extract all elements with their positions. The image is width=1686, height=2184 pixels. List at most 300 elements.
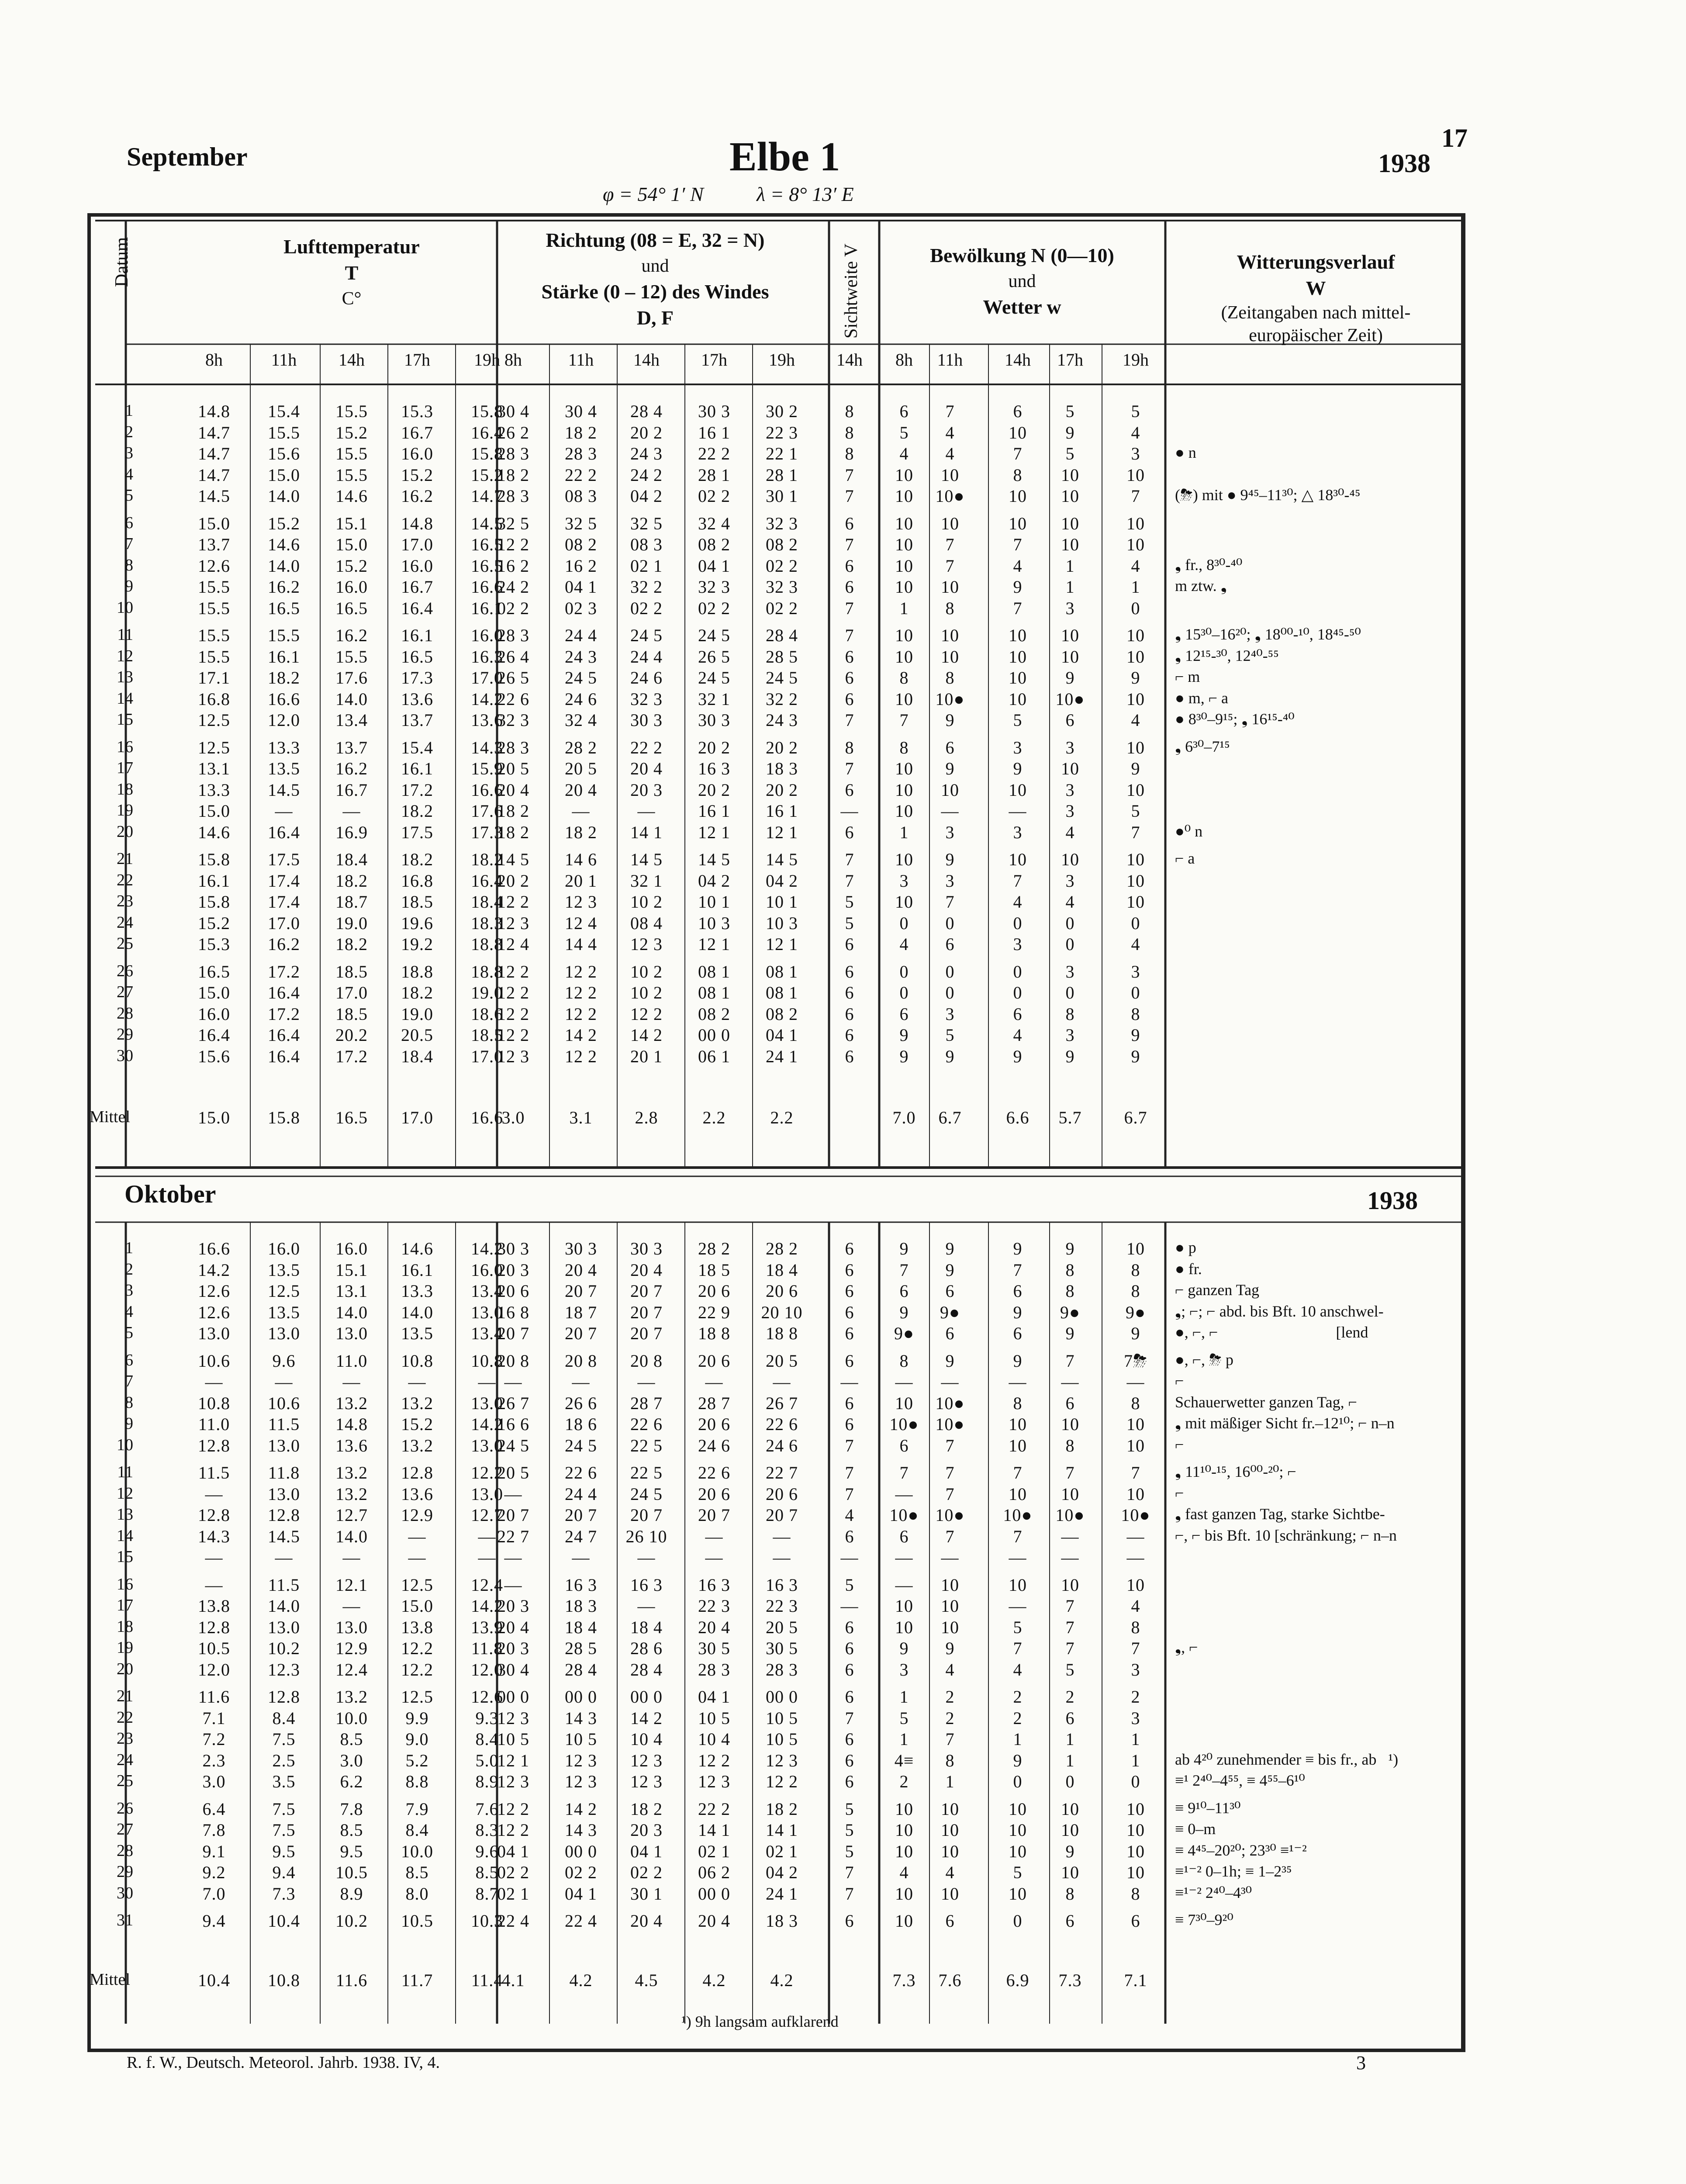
october-day-16: 16 (117, 1575, 133, 1593)
october-cloud: — (941, 1372, 959, 1392)
september-cloud: 7 (945, 535, 955, 554)
october-weather-remark: ≡¹⁻² 2⁴⁰–4³⁰ (1175, 1883, 1252, 1901)
september-cloud: 5 (1065, 444, 1075, 463)
october-cloud: — (1061, 1526, 1079, 1546)
october-cloud: 7 (945, 1463, 955, 1482)
october-cloud: 9 (1013, 1351, 1023, 1371)
october-cloud: 10 (1061, 1414, 1079, 1434)
october-weather-remark: ≡ 0–m (1175, 1820, 1216, 1838)
october-visibility: 7 (845, 1484, 854, 1504)
september-cloud: 7 (1131, 822, 1140, 842)
october-temp: 13.2 (335, 1484, 368, 1504)
october-cloud: 6 (899, 1435, 909, 1455)
october-temp: 3.0 (202, 1772, 226, 1791)
october-wind: 20 5 (497, 1463, 529, 1482)
october-cloud: 0 (1013, 1772, 1023, 1791)
september-cloud: 9 (1131, 668, 1140, 688)
september-day-25: 25 (117, 934, 133, 953)
september-cloud: 0 (899, 983, 909, 1002)
september-temp: 13.4 (335, 710, 368, 730)
october-weather-remark: ab 4²⁰ zunehmender ≡ bis fr., ab ¹) (1175, 1750, 1399, 1768)
september-temp: 15.6 (268, 444, 300, 463)
september-wind: 32 1 (698, 689, 730, 709)
september-temp: 12.6 (198, 556, 230, 576)
september-cloud: 9 (1013, 759, 1023, 778)
october-cloud: 1 (1065, 1750, 1075, 1770)
october-temp: 6.4 (202, 1799, 226, 1819)
october-temp: 2.5 (272, 1750, 296, 1770)
october-cloud: 4 (945, 1659, 955, 1679)
september-cloud: 0 (1065, 913, 1075, 933)
september-cloud: 4 (1013, 892, 1023, 912)
october-wind: 12 3 (497, 1708, 529, 1728)
october-wind: 14 3 (565, 1708, 597, 1728)
wind-hour-19h: 19h (769, 350, 795, 370)
october-cloud: 10● (1121, 1505, 1150, 1525)
september-cloud: 10 (941, 577, 959, 597)
september-wind: 20 2 (698, 780, 730, 800)
october-cloud: 10 (1009, 1414, 1027, 1434)
october-temp: 11.5 (198, 1463, 230, 1482)
september-cloud: 9 (1131, 1025, 1140, 1045)
september-visibility: 7 (845, 710, 854, 730)
october-temp: 12.4 (471, 1575, 503, 1595)
september-wind: 12 2 (497, 983, 529, 1002)
october-wind: 20 8 (565, 1351, 597, 1371)
october-wind: 22 4 (497, 1911, 529, 1931)
october-temp: 10.5 (401, 1911, 433, 1931)
october-weather-remark: ❟ 11¹⁰-¹⁵, 16⁰⁰-²⁰; ⌐ (1175, 1463, 1296, 1480)
september-day-22: 22 (117, 871, 133, 889)
october-wind: 20 3 (497, 1638, 529, 1658)
september-wind: 32 2 (630, 577, 663, 597)
september-wind: 32 3 (766, 513, 798, 533)
september-temp: 17.1 (198, 668, 230, 688)
september-cloud: 8 (945, 668, 955, 688)
october-wind: 18 6 (565, 1414, 597, 1434)
october-cloud: 9● (1060, 1302, 1081, 1322)
october-wind: 16 3 (565, 1575, 597, 1595)
october-visibility: 7 (845, 1463, 854, 1482)
september-temp: 18.5 (471, 1025, 503, 1045)
september-cloud: 0 (1013, 913, 1023, 933)
september-cloud: 3 (1065, 961, 1075, 981)
october-temp: 7.6 (475, 1799, 499, 1819)
october-cloud: 10 (1009, 1883, 1027, 1904)
september-temp: 14.0 (335, 689, 368, 709)
october-cloud: 9 (1065, 1239, 1075, 1258)
september-temp: 18.8 (471, 961, 503, 981)
september-temp: 12.5 (198, 710, 230, 730)
october-wind: 04 2 (766, 1863, 798, 1882)
october-mean-cloud: 7.3 (892, 1970, 916, 1990)
september-wind: 28 1 (698, 465, 730, 485)
october-temp: 8.0 (405, 1883, 429, 1904)
october-temp: 14.2 (471, 1239, 503, 1258)
september-temp: 14.3 (471, 737, 503, 757)
september-wind: 02 2 (766, 556, 798, 576)
october-temp: 11.8 (268, 1463, 300, 1482)
september-temp: 13.1 (198, 759, 230, 778)
october-wind: 12 3 (630, 1772, 663, 1791)
september-cloud: — (1009, 801, 1027, 821)
october-wind: 00 0 (698, 1883, 730, 1904)
september-temp: 17.0 (401, 535, 433, 554)
september-wind: 04 2 (766, 871, 798, 891)
october-wind: — (504, 1548, 522, 1567)
september-cloud: 5 (1065, 401, 1075, 421)
september-cloud: 8 (899, 668, 909, 688)
september-visibility: 6 (845, 513, 854, 533)
october-weather-remark: Schauerwetter ganzen Tag, ⌐ (1175, 1393, 1357, 1411)
october-cloud: 10 (941, 1617, 959, 1637)
october-temp: 12.7 (335, 1505, 368, 1525)
september-cloud: 6 (1013, 1004, 1023, 1024)
october-wind: 20 6 (698, 1484, 730, 1504)
october-cloud: 10 (1126, 1414, 1145, 1434)
september-wind: 12 3 (565, 892, 597, 912)
october-cloud: 7 (945, 1729, 955, 1749)
september-cloud: 5 (899, 422, 909, 442)
october-cloud: 10 (1126, 1575, 1145, 1595)
september-cloud: 10 (1061, 850, 1079, 869)
september-cloud: 7 (899, 710, 909, 730)
september-wind: 14 2 (630, 1025, 663, 1045)
september-cloud: 5 (1013, 710, 1023, 730)
september-mean-cloud: 6.7 (938, 1108, 962, 1127)
september-cloud: 10 (1126, 513, 1145, 533)
september-cloud: 10 (1061, 535, 1079, 554)
september-temp: 19.0 (335, 913, 368, 933)
october-temp: 9.4 (202, 1911, 226, 1931)
october-cloud: 8 (1065, 1883, 1075, 1904)
september-cloud: 10 (1009, 668, 1027, 688)
october-cloud: 10 (1061, 1484, 1079, 1504)
september-temp: 14.5 (471, 513, 503, 533)
october-temp: 8.5 (475, 1863, 499, 1882)
october-cloud: 10● (935, 1505, 965, 1525)
october-cloud: 10 (1009, 1799, 1027, 1819)
september-temp: 18.2 (268, 668, 300, 688)
september-cloud: 4 (1131, 934, 1140, 954)
october-wind: 22 6 (698, 1463, 730, 1482)
september-wind: 28 3 (497, 444, 529, 463)
october-wind: 14 1 (698, 1820, 730, 1840)
september-temp: 16.9 (335, 822, 368, 842)
october-temp: 7.8 (202, 1820, 226, 1840)
october-temp: 7.8 (340, 1799, 363, 1819)
september-cloud: 3 (945, 871, 955, 891)
publication-reference: R. f. W., Deutsch. Meteorol. Jahrb. 1938. IV, 4. (127, 2053, 440, 2072)
october-wind: 20 7 (565, 1281, 597, 1301)
october-cloud: 10 (1126, 1863, 1145, 1882)
october-temp: 6.2 (340, 1772, 363, 1791)
october-temp: 2.3 (202, 1750, 226, 1770)
october-cloud: 6 (1013, 1281, 1023, 1301)
september-temp: 15.5 (335, 401, 368, 421)
september-cloud: 4 (945, 422, 955, 442)
september-temp: 17.6 (335, 668, 368, 688)
october-cloud: 10 (895, 1393, 913, 1413)
october-wind: 12 3 (565, 1772, 597, 1791)
september-cloud: 10 (1126, 689, 1145, 709)
september-temp: 16.7 (401, 577, 433, 597)
october-cloud: 9 (945, 1638, 955, 1658)
october-day-29: 29 (117, 1863, 133, 1881)
september-cloud: 3 (945, 1004, 955, 1024)
october-day-14: 14 (117, 1526, 133, 1545)
october-wind: 24 6 (698, 1435, 730, 1455)
wind-hour-11h: 11h (568, 350, 594, 370)
september-wind: 02 1 (630, 556, 663, 576)
october-mean-wind: 4.5 (635, 1970, 658, 1990)
september-temp: 14.7 (198, 422, 230, 442)
october-wind: 22 6 (565, 1463, 597, 1482)
september-wind: 12 3 (497, 1046, 529, 1066)
september-cloud: 0 (1013, 983, 1023, 1002)
september-mean-temp: 15.0 (198, 1108, 230, 1127)
september-temp: 18.2 (471, 850, 503, 869)
october-temp: 14.0 (335, 1302, 368, 1322)
september-wind: 08 2 (698, 1004, 730, 1024)
october-wind: 24 4 (565, 1484, 597, 1504)
october-wind: 24 7 (565, 1526, 597, 1546)
october-temp: 13.2 (335, 1393, 368, 1413)
september-visibility: 8 (845, 401, 854, 421)
september-wind: 08 4 (630, 913, 663, 933)
september-temp: 15.5 (335, 444, 368, 463)
october-temp: 12.5 (401, 1575, 433, 1595)
header-cloud-weather: Wetter w (983, 296, 1061, 318)
september-wind: 24 6 (630, 668, 663, 688)
september-visibility: 8 (845, 737, 854, 757)
header-cloud-und: und (1008, 271, 1036, 291)
september-wind: 20 5 (497, 759, 529, 778)
september-wind: 14 4 (565, 934, 597, 954)
september-visibility: 7 (845, 535, 854, 554)
october-wind: — (773, 1548, 791, 1567)
september-visibility: 6 (845, 983, 854, 1002)
september-temp: — (275, 801, 293, 821)
september-temp: 16.4 (268, 822, 300, 842)
september-visibility: — (840, 801, 859, 821)
october-temp: — (205, 1575, 223, 1595)
september-cloud: 10 (895, 780, 913, 800)
september-wind: 10 2 (630, 961, 663, 981)
october-temp: 14.5 (268, 1526, 300, 1546)
september-wind: 08 1 (698, 983, 730, 1002)
october-wind: 30 1 (630, 1883, 663, 1904)
header-cloud-title: Bewölkung N (0—10) (930, 244, 1114, 266)
october-wind: 14 2 (565, 1799, 597, 1819)
october-day-5: 5 (125, 1324, 133, 1342)
temp-hour-17h: 17h (404, 350, 430, 370)
october-cloud: 10 (1061, 1820, 1079, 1840)
september-wind: 12 1 (698, 934, 730, 954)
september-cloud: 7 (1013, 598, 1023, 618)
october-temp: 5.2 (405, 1750, 429, 1770)
october-weather-remark: ≡¹ 2⁴⁰–4⁵⁵, ≡ 4⁵⁵–6¹⁰ (1175, 1772, 1305, 1789)
october-wind: 28 3 (698, 1659, 730, 1679)
october-day-23: 23 (117, 1729, 133, 1748)
september-cloud: 10 (1126, 646, 1145, 667)
october-cloud: 10 (941, 1883, 959, 1904)
september-visibility: 7 (845, 598, 854, 618)
september-cloud: 10 (1126, 625, 1145, 645)
september-wind: 10 2 (630, 983, 663, 1002)
october-temp: 12.6 (198, 1281, 230, 1301)
october-temp: 13.2 (401, 1393, 433, 1413)
september-weather-remark: ● n (1175, 444, 1196, 461)
september-temp: 17.0 (471, 1046, 503, 1066)
october-temp: 12.8 (198, 1505, 230, 1525)
october-temp: 12.8 (401, 1463, 433, 1482)
september-cloud: 4 (1131, 422, 1140, 442)
september-cloud: 10 (1009, 689, 1027, 709)
september-day-21: 21 (117, 850, 133, 868)
september-temp: 15.5 (198, 577, 230, 597)
september-cloud: 6 (899, 1004, 909, 1024)
september-wind: 14 6 (565, 850, 597, 869)
october-weather-remark: ⌐, ⌐ bis Bft. 10 [schränkung; ⌐ n–n (1175, 1526, 1397, 1544)
october-wind: 16 8 (497, 1302, 529, 1322)
october-temp: 13.5 (401, 1324, 433, 1343)
october-cloud: 9 (1013, 1750, 1023, 1770)
september-wind: 12 2 (565, 961, 597, 981)
september-cloud: 10 (1009, 646, 1027, 667)
october-temp: 12.8 (268, 1505, 300, 1525)
september-temp: 14.0 (268, 556, 300, 576)
september-temp: 16.4 (198, 1025, 230, 1045)
october-day-21: 21 (117, 1687, 133, 1705)
september-temp: 16.3 (471, 646, 503, 667)
october-cloud: 1 (899, 1729, 909, 1749)
october-temp: 7.5 (272, 1799, 296, 1819)
september-cloud: 8 (1131, 1004, 1140, 1024)
october-cloud: 10 (1009, 1820, 1027, 1840)
october-visibility: 6 (845, 1729, 854, 1749)
october-cloud: 2 (1013, 1708, 1023, 1728)
september-wind: 04 1 (766, 1025, 798, 1045)
october-cloud: 7 (1131, 1638, 1140, 1658)
october-temp: 3.5 (272, 1772, 296, 1791)
october-wind: 12 3 (565, 1750, 597, 1770)
september-weather-remark: ● m, ⌐ a (1175, 689, 1229, 707)
september-temp: 18.2 (335, 934, 368, 954)
september-wind: 32 3 (698, 577, 730, 597)
october-cloud: 0 (1131, 1772, 1140, 1791)
september-wind: 14 5 (497, 850, 529, 869)
october-cloud: 9● (940, 1302, 960, 1322)
september-temp: 15.2 (471, 465, 503, 485)
september-temp: 13.5 (268, 759, 300, 778)
october-temp: 13.0 (198, 1324, 230, 1343)
october-day-18: 18 (117, 1617, 133, 1636)
september-temp: 15.4 (401, 737, 433, 757)
september-day-20: 20 (117, 822, 133, 841)
september-wind: 12 2 (497, 535, 529, 554)
september-temp: 17.2 (268, 1004, 300, 1024)
october-temp: 13.9 (471, 1617, 503, 1637)
october-wind: 20 7 (630, 1302, 663, 1322)
october-wind: 20 8 (630, 1351, 663, 1371)
october-day-13: 13 (117, 1505, 133, 1524)
october-cloud: — (1009, 1596, 1027, 1616)
september-temp: 16.4 (268, 1046, 300, 1066)
october-cloud: 10 (895, 1911, 913, 1931)
october-temp: 7.9 (405, 1799, 429, 1819)
september-wind: 32 3 (497, 710, 529, 730)
september-temp: 18.2 (401, 983, 433, 1002)
october-cloud: — (1009, 1372, 1027, 1392)
september-cloud: 0 (1013, 961, 1023, 981)
october-wind: 12 3 (630, 1750, 663, 1770)
september-cloud: 10 (941, 625, 959, 645)
october-cloud: 7 (945, 1435, 955, 1455)
october-wind: 12 2 (497, 1799, 529, 1819)
october-weather-remark: ❟ fast ganzen Tag, starke Sichtbe- (1175, 1505, 1385, 1523)
october-temp: — (205, 1548, 223, 1567)
october-mean-cloud: 7.3 (1058, 1970, 1082, 1990)
header-temp-symbol: T (345, 262, 359, 284)
cloud-hour-11h: 11h (937, 350, 963, 370)
october-temp: 15.1 (335, 1260, 368, 1280)
september-temp: 16.1 (471, 598, 503, 618)
october-wind: 12 2 (497, 1820, 529, 1840)
september-day-9: 9 (125, 577, 133, 595)
october-cloud: 6 (1065, 1393, 1075, 1413)
september-visibility: 6 (845, 646, 854, 667)
september-cloud: 1 (899, 822, 909, 842)
september-wind: 32 5 (565, 513, 597, 533)
october-temp: 12.3 (268, 1659, 300, 1679)
september-cloud: 4 (1013, 1025, 1023, 1045)
september-cloud: 0 (1131, 983, 1140, 1002)
october-wind: 26 7 (766, 1393, 798, 1413)
september-temp: 14.7 (471, 486, 503, 506)
october-cloud: 0 (1065, 1772, 1075, 1791)
september-temp: 17.3 (471, 822, 503, 842)
october-cloud: 7 (1013, 1526, 1023, 1546)
october-cloud: 1 (1131, 1750, 1140, 1770)
september-day-24: 24 (117, 913, 133, 932)
header-wind-strength: Stärke (0 – 12) des Windes (541, 280, 769, 303)
october-temp: 12.5 (401, 1687, 433, 1707)
october-temp: 13.0 (335, 1617, 368, 1637)
september-cloud: 0 (899, 961, 909, 981)
september-temp: 16.5 (471, 535, 503, 554)
september-wind: 12 4 (497, 934, 529, 954)
october-temp: — (408, 1548, 426, 1567)
september-wind: 24 3 (565, 646, 597, 667)
september-cloud: 10 (1009, 513, 1027, 533)
october-wind: 10 5 (698, 1708, 730, 1728)
october-cloud: 6 (899, 1281, 909, 1301)
september-temp: 19.0 (471, 983, 503, 1002)
visibility-hour: 14h (836, 350, 863, 370)
october-temp: 16.0 (268, 1239, 300, 1258)
september-cloud: 3 (1131, 961, 1140, 981)
october-cloud: 10 (1009, 1484, 1027, 1504)
october-cloud: 9 (945, 1260, 955, 1280)
september-cloud: 3 (1065, 871, 1075, 891)
september-cloud: 10 (1061, 646, 1079, 667)
october-cloud: 7 (1013, 1260, 1023, 1280)
september-cloud: 10 (941, 465, 959, 485)
september-wind: 10 1 (698, 892, 730, 912)
october-temp: 13.8 (198, 1596, 230, 1616)
october-day-8: 8 (125, 1393, 133, 1412)
